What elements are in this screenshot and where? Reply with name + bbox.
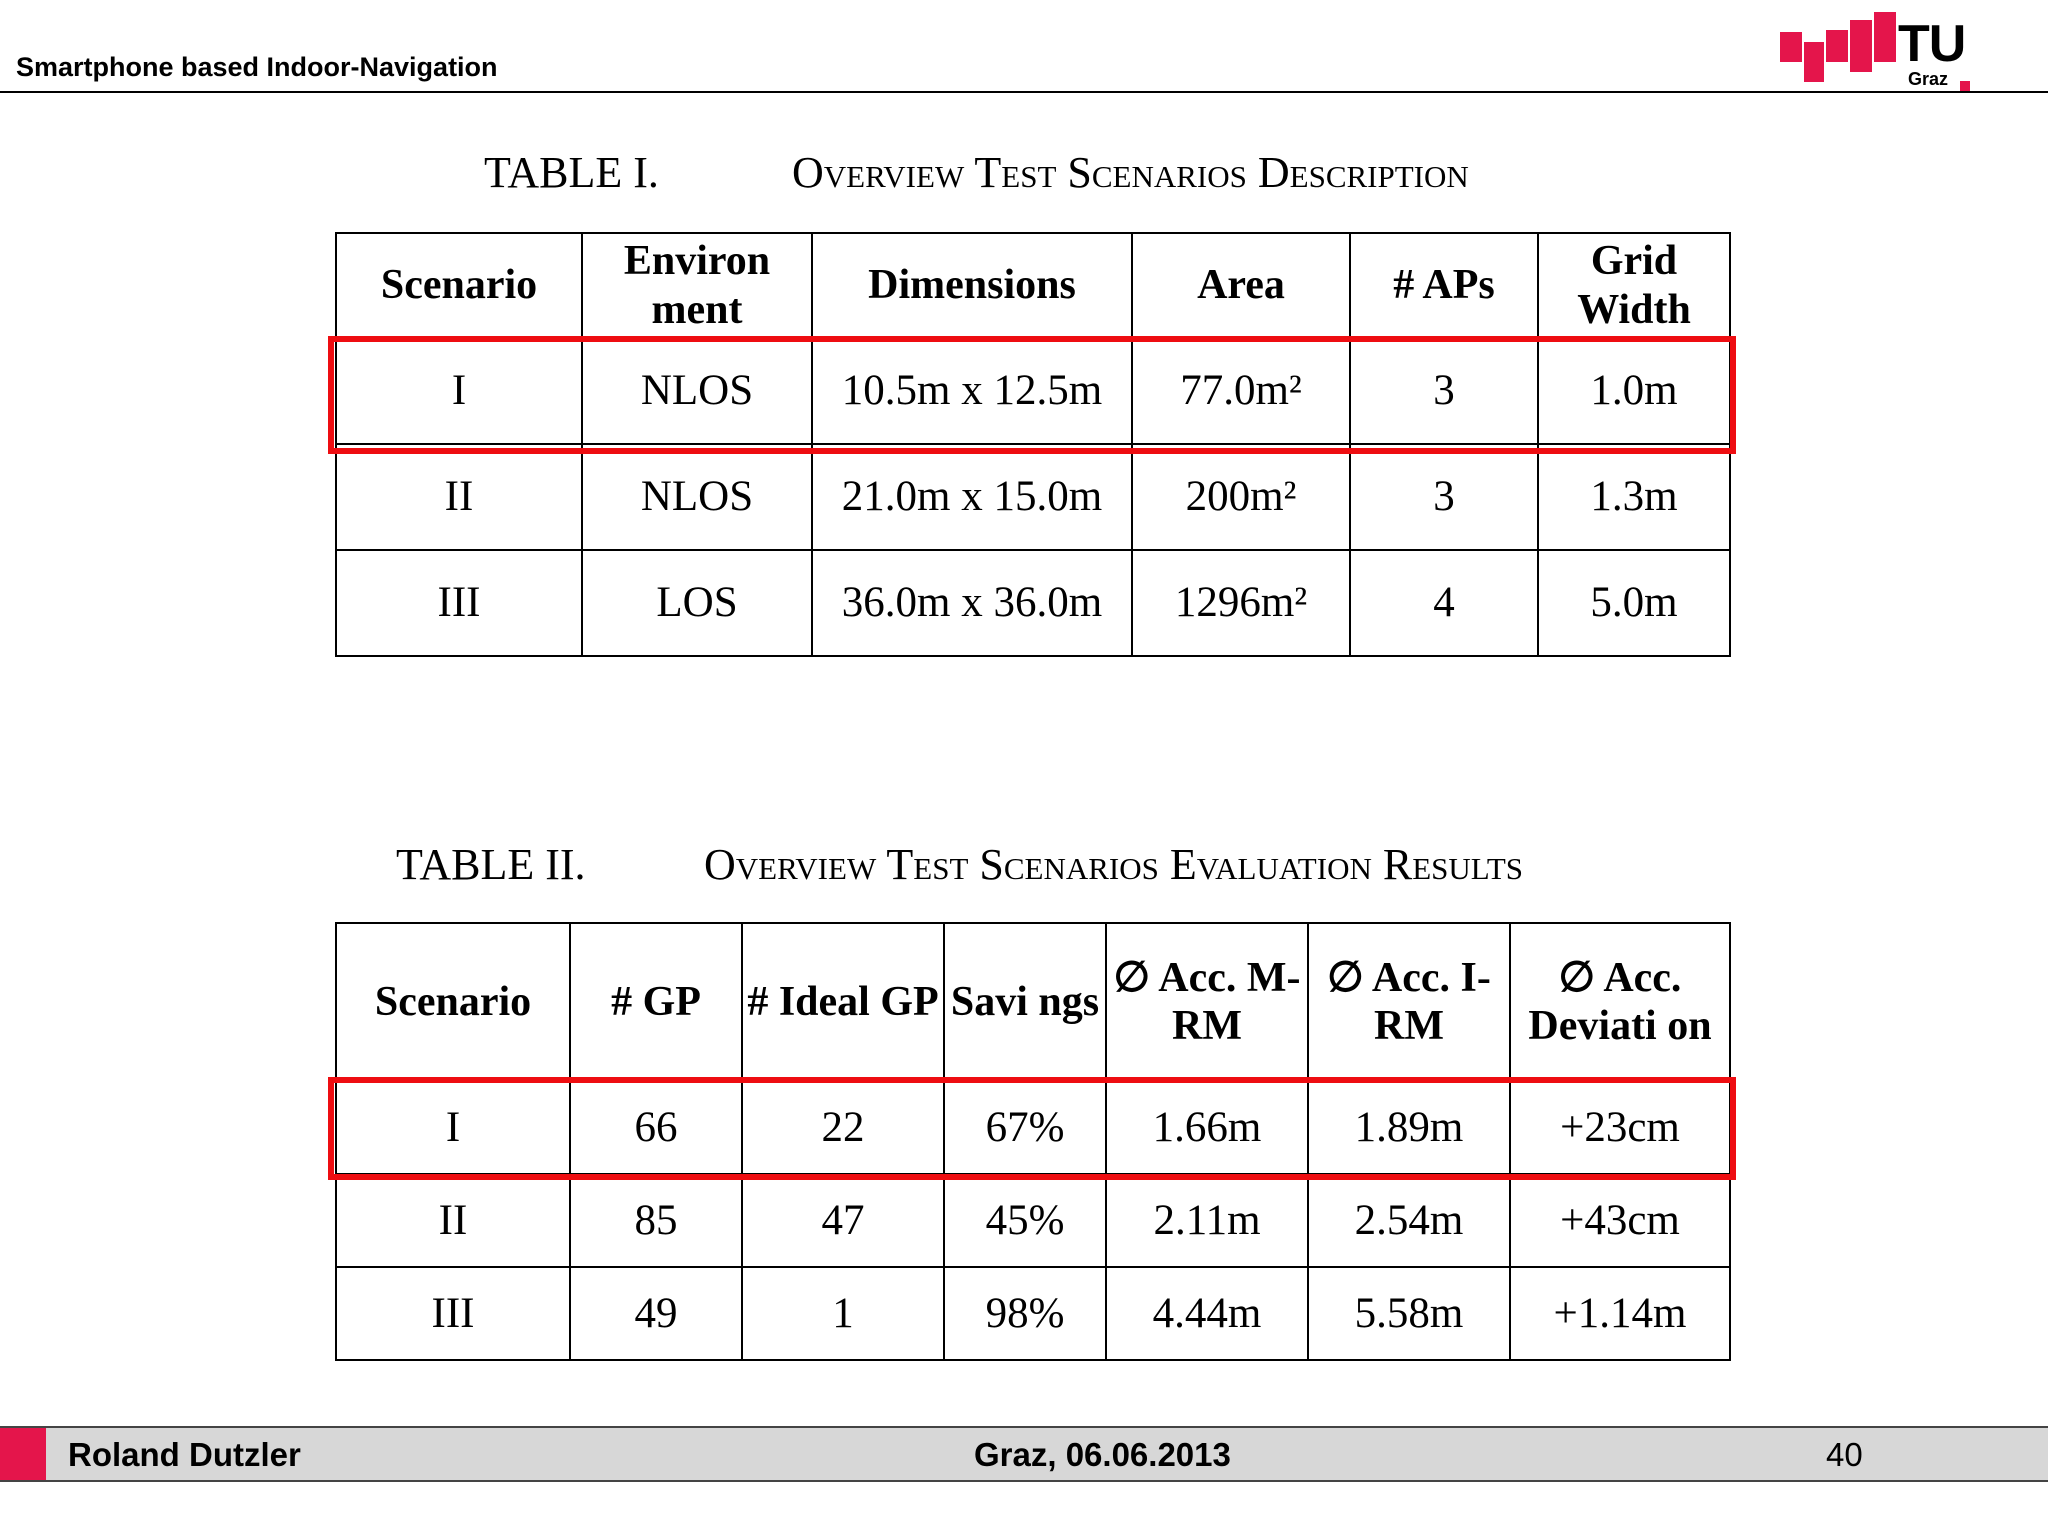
table2-cell: 1 xyxy=(742,1267,944,1360)
table1-header-cell: # APs xyxy=(1350,233,1538,338)
table2-row xyxy=(336,1174,1730,1267)
table1-cell: I xyxy=(336,338,582,444)
table2-header-cell: # GP xyxy=(570,923,742,1081)
table1-row xyxy=(336,444,1730,550)
table2-row-highlight xyxy=(328,1077,1736,1180)
table2-cell: 1.89m xyxy=(1308,1081,1510,1174)
table1-cell: 36.0m x 36.0m xyxy=(812,550,1132,656)
table1-header-cell: Scenario xyxy=(336,233,582,338)
footer-bar xyxy=(0,1426,2048,1482)
footer-accent xyxy=(0,1428,46,1480)
table1-header-cell: Grid Width xyxy=(1538,233,1730,338)
table1-header-cell: Dimensions xyxy=(812,233,1132,338)
header-title: Smartphone based Indoor-Navigation xyxy=(16,52,498,82)
table1-header-cell: Environ ment xyxy=(582,233,812,338)
table1-cell: 3 xyxy=(1350,338,1538,444)
table2-cell: I xyxy=(336,1081,570,1174)
table2-cell: 45% xyxy=(944,1174,1106,1267)
table2-cell: 49 xyxy=(570,1267,742,1360)
table1-cell: III xyxy=(336,550,582,656)
table1-header-cell: Area xyxy=(1132,233,1350,338)
table1-cell: LOS xyxy=(582,550,812,656)
table1-cell: 10.5m x 12.5m xyxy=(812,338,1132,444)
table2-cell: 47 xyxy=(742,1174,944,1267)
table1-caption-number: TABLE I. xyxy=(484,148,659,197)
table1-cell: 1.3m xyxy=(1538,444,1730,550)
table2-cell: 98% xyxy=(944,1267,1106,1360)
table2-header-cell: ∅ Acc. I- RM xyxy=(1308,923,1510,1081)
table2-cell: +23cm xyxy=(1510,1081,1730,1174)
table2-caption-text: Overview Test Scenarios Evaluation Results xyxy=(704,840,1524,889)
table2-header-cell: # Ideal GP xyxy=(742,923,944,1081)
table2-header-cell: ∅ Acc. M-RM xyxy=(1106,923,1308,1081)
table2-header-row xyxy=(336,923,1730,1081)
table1-cell: NLOS xyxy=(582,444,812,550)
logo-graz-text: Graz xyxy=(1908,69,1949,89)
table1-header-row xyxy=(336,233,1730,338)
footer-date: Graz, 06.06.2013 xyxy=(974,1436,1231,1473)
table2-row xyxy=(336,1267,1730,1360)
table2-cell: 5.58m xyxy=(1308,1267,1510,1360)
page-number: 40 xyxy=(1826,1436,1863,1473)
table1-caption xyxy=(484,148,1469,198)
table2-cell: 67% xyxy=(944,1081,1106,1174)
logo-tu-text: TU xyxy=(1898,15,1966,73)
table2-cell: 66 xyxy=(570,1081,742,1174)
table2-cell: II xyxy=(336,1174,570,1267)
table2-cell: +1.14m xyxy=(1510,1267,1730,1360)
table1-cell: 200m² xyxy=(1132,444,1350,550)
tu-graz-logo xyxy=(1778,10,1978,88)
table1-cell: 3 xyxy=(1350,444,1538,550)
table1-cell: 4 xyxy=(1350,550,1538,656)
table2-cell: 85 xyxy=(570,1174,742,1267)
table2-header-cell: ∅ Acc. Deviati on xyxy=(1510,923,1730,1081)
table2-cell: 22 xyxy=(742,1081,944,1174)
table1-cell: 5.0m xyxy=(1538,550,1730,656)
footer-author: Roland Dutzler xyxy=(68,1436,301,1473)
table2-caption xyxy=(396,840,1524,890)
table2-cell: 2.11m xyxy=(1106,1174,1308,1267)
table1-cell: NLOS xyxy=(582,338,812,444)
table2-cell: 1.66m xyxy=(1106,1081,1308,1174)
table1-cell: 77.0m² xyxy=(1132,338,1350,444)
table2-caption-number: TABLE II. xyxy=(396,840,586,889)
table2-cell: 2.54m xyxy=(1308,1174,1510,1267)
table1-cell: 1296m² xyxy=(1132,550,1350,656)
table2-cell: +43cm xyxy=(1510,1174,1730,1267)
table1-cell: 1.0m xyxy=(1538,338,1730,444)
table1-cell: 21.0m x 15.0m xyxy=(812,444,1132,550)
table2-header-cell: Savi ngs xyxy=(944,923,1106,1081)
table2-cell: III xyxy=(336,1267,570,1360)
table1-cell: II xyxy=(336,444,582,550)
table1-row xyxy=(336,550,1730,656)
table2-cell: 4.44m xyxy=(1106,1267,1308,1360)
table2-header-cell: Scenario xyxy=(336,923,570,1081)
table1-row-highlight xyxy=(328,336,1736,454)
header-divider xyxy=(0,91,2048,93)
table1-caption-text: Overview Test Scenarios Description xyxy=(792,148,1469,197)
